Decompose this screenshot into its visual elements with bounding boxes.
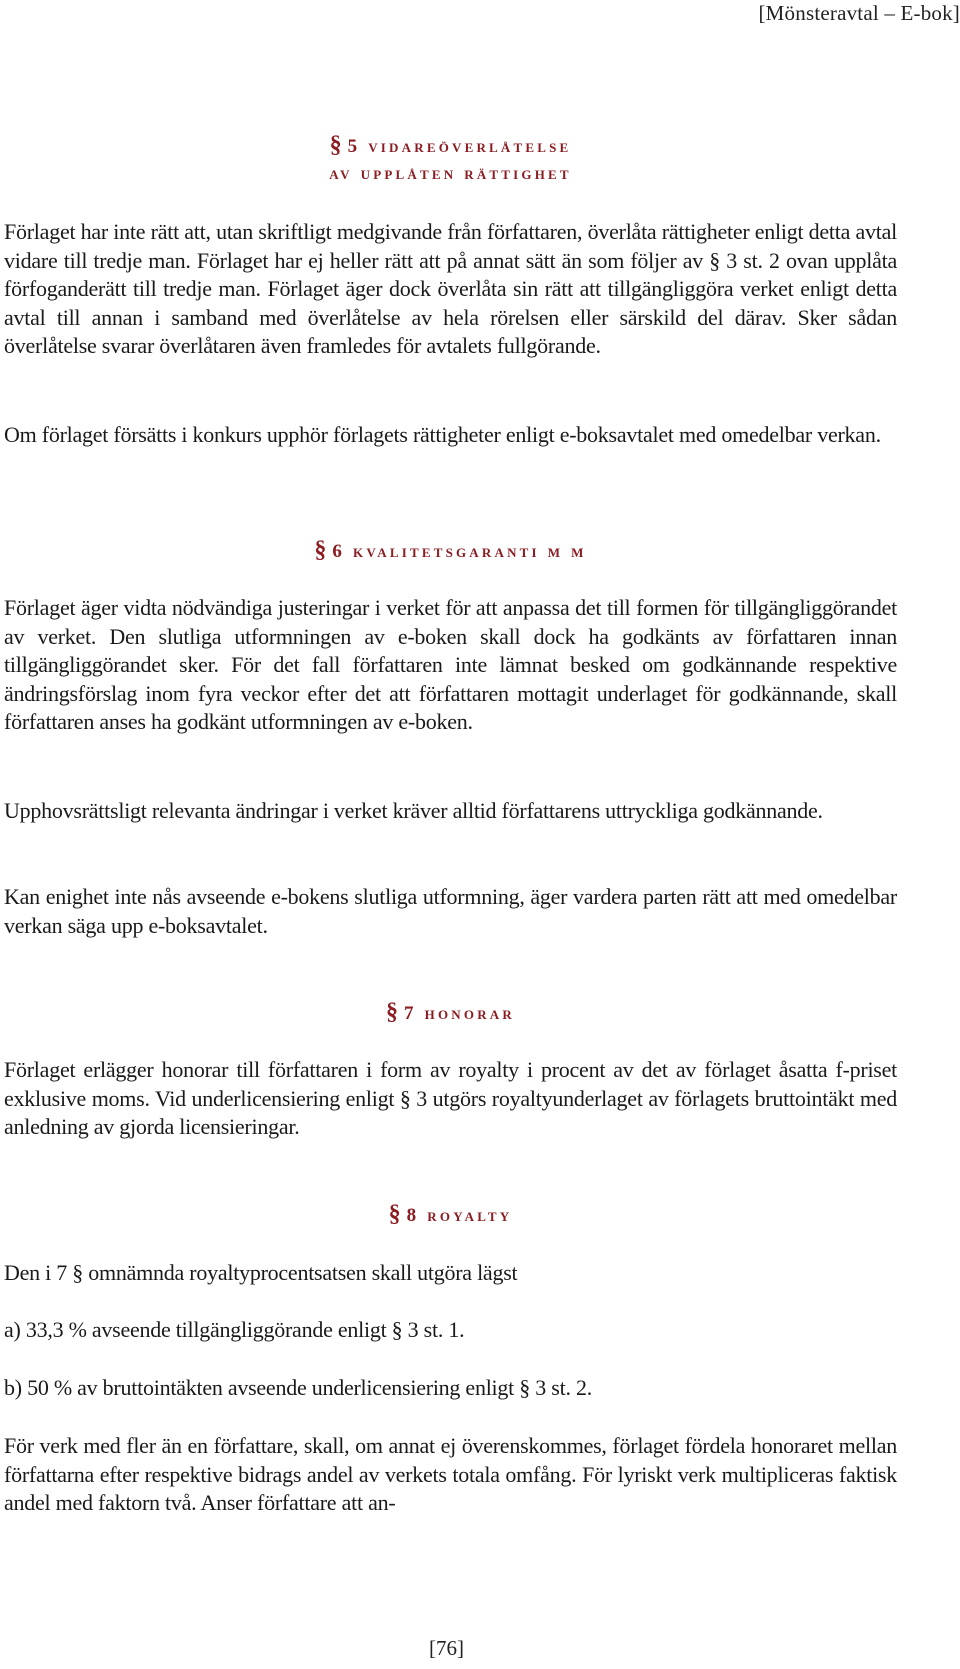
section-5-heading bbox=[4, 130, 897, 162]
section-8-paragraph-2: För verk med fler än en författare, skall, om annat ej överenskommes, förlaget fördela honoraret mellan författarna efter respektive bidrags andel av verkets totala omfång. För lyriskt verk multipliceras faktisk andel med faktorn två. Anser författare att an- bbox=[4, 1433, 897, 1515]
section-8-paragraph-1: Den i 7 § omnämnda royaltyprocentsatsen skall utgöra lägst bbox=[4, 1260, 518, 1285]
section-sign: § bbox=[386, 999, 399, 1025]
section-6-paragraph-2: Upphovsrättsligt relevanta ändringar i verket kräver alltid författarens uttryckliga godkännande. bbox=[4, 798, 823, 823]
section-5-heading-continued bbox=[4, 159, 897, 189]
section-6-heading bbox=[4, 535, 897, 567]
section-6-paragraph-1: Förlaget äger vidta nödvändiga justeringar i verket för att anpassa det till formen för tillgängliggörandet av verket. Den slutliga utformningen av e-boken skall dock ha godkänts av författaren innan tillgängliggörandet sker. För det fall författaren inte lämnat besked om godkännande respektive ändringsförslag inom fyra veckor efter det att författaren mottagit underlaget för godkännande, skall författaren anses ha godkänt utformningen av e-boken. bbox=[4, 595, 897, 734]
section-sign: § bbox=[329, 132, 342, 158]
running-head: [Mönsteravtal – E-bok] bbox=[758, 1, 960, 25]
section-sign: § bbox=[314, 537, 327, 563]
section-5-heading-line-1: 5 vidareöverlåtelse bbox=[347, 136, 572, 157]
section-6-heading-text: 6 kvalitetsgaranti m m bbox=[332, 541, 587, 562]
section-7-heading bbox=[4, 997, 897, 1029]
section-7-heading-text: 7 honorar bbox=[404, 1003, 515, 1024]
section-8-heading bbox=[4, 1199, 897, 1231]
page-number: [76] bbox=[429, 1636, 464, 1660]
section-8-heading-text: 8 royalty bbox=[406, 1205, 513, 1226]
section-6-paragraph-3: Kan enighet inte nås avseende e-bokens slutliga utformning, äger vardera parten rätt att med omedelbar verkan säga upp e-boksavtalet. bbox=[4, 884, 897, 938]
section-sign: § bbox=[388, 1201, 401, 1227]
section-5-heading-line-2: av upplåten rättighet bbox=[329, 163, 572, 184]
section-5-paragraph-2: Om förlaget försätts i konkurs upphör förlagets rättigheter enligt e-boksavtalet med omedelbar verkan. bbox=[4, 422, 881, 447]
section-5-paragraph-1: Förlaget har inte rätt att, utan skriftligt medgivande från författaren, överlåta rättigheter enligt detta avtal vidare till tredje man. Förlaget har ej heller rätt att på annat sätt än som följer av § 3 st. 2 ovan upplåta förfoganderätt till tredje man. Förlaget äger dock överlåta sin rätt att tillgängliggöra verket enligt detta avtal till annan i samband med överlåtelse av hela rörelsen eller särskild del därav. Sker sådan överlåtelse svarar överlåtaren även framledes för avtalets fullgörande. bbox=[4, 219, 897, 358]
section-8-list-item-b: b) 50 % av bruttointäkten avseende underlicensiering enligt § 3 st. 2. bbox=[4, 1375, 592, 1400]
section-7-paragraph-1: Förlaget erlägger honorar till författaren i form av royalty i procent av det av förlaget åsatta f-priset exklusive moms. Vid underlicensiering enligt § 3 utgörs royaltyunderlaget av förlagets bruttointäkt med anledning av gjorda licensieringar. bbox=[4, 1057, 897, 1139]
section-8-list-item-a: a) 33,3 % avseende tillgängliggörande enligt § 3 st. 1. bbox=[4, 1317, 465, 1342]
